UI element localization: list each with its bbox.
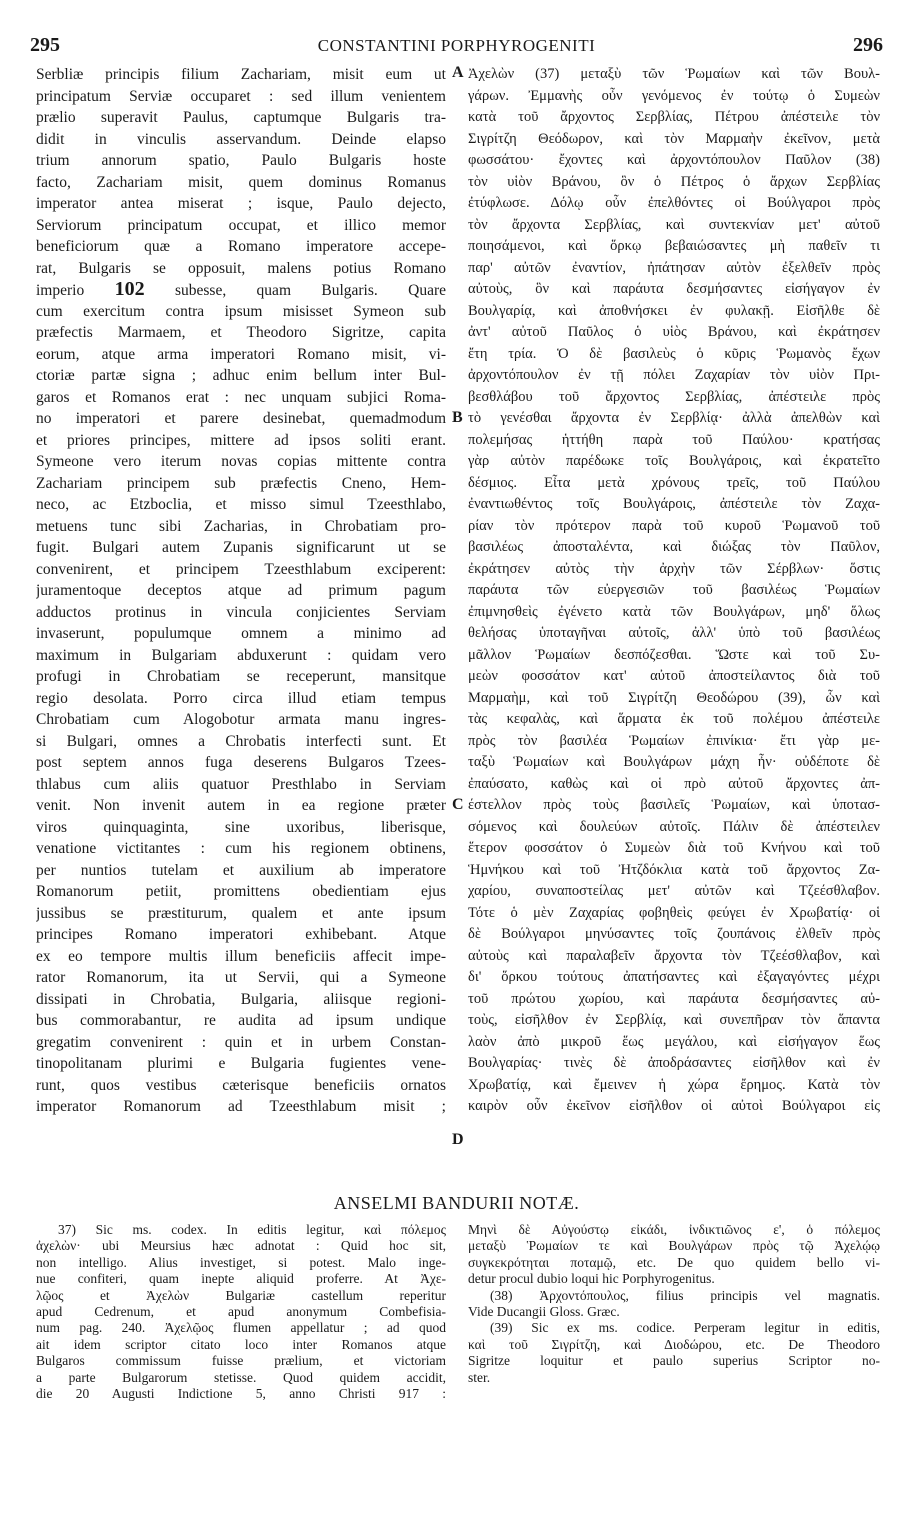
latin-text-line: beneficiorum quæ a Romano imperatore accepe- (36, 238, 446, 255)
greek-text-line: δὲ Βούλγαροι μηνύσαντες τοῖς ζουπάνοις ἐλθεῖν πρὸς (468, 926, 880, 942)
section-marker-b: B (452, 409, 463, 426)
latin-text-line: ex eo tempore multis illum beneficiis affecit impe- (36, 947, 446, 965)
latin-text-line: regio desolata. Porro circa illud etiam tempus (36, 689, 446, 707)
greek-text-line: κατὰ τοῦ ἄρχοντος Σερβλίας, Πέτρου ἀπέστειλε τὸν (468, 109, 880, 125)
note-line: detur procul dubio loqui hic Porphyrogenitus. (468, 1271, 715, 1287)
greek-text-line: δι' ὅρκου τούτους ἀπατήσαντες καὶ ἐξαγαγόντες μέχρι (468, 969, 880, 985)
notes-right-column (468, 1222, 880, 1386)
greek-text-line: καιρὸν οὖν ἐκεῖνον εἰσῆλθον οἱ αὐτοὶ Βούλγαροι εἰς (468, 1098, 880, 1114)
note-line: non intelligo. Alius investiget, si potest. Malo inge- (36, 1254, 446, 1270)
greek-text-line: ἐτύφλωσε. Δόλῳ οὖν ἐπελθόντες οἱ Βούλγαροι πρὸς (468, 195, 880, 211)
latin-text-line: ctoriæ partæ signa ; adhuc enim bellum inter Bul- (36, 367, 446, 384)
note-line: Bulgaros commissum fuisse prælium, et victoriam (36, 1353, 446, 1369)
latin-text-line: profugi in Chrobatiam se receperunt, mansitque (36, 668, 446, 685)
latin-text-line: rat, Bulgaris se opposuit, malens potius Romano (36, 259, 446, 277)
greek-text-line: ποιησάμενοι, καὶ ὅρκῳ βεβαιώσαντες μὴ παθεῖν τι (468, 238, 880, 254)
greek-text-line: Μαρμαὴμ, καὶ τοῦ Σιγρίτζη Θεοδώρου (39), ὧν καὶ (468, 689, 880, 706)
latin-text-line: no imperatori et parere desinebat, quemadmodum (36, 410, 446, 427)
greek-text-line: παρ' αὐτῶν ἐναντίον, ἠπάτησαν αὐτὸν ἐξελθεῖν πρὸς (468, 259, 880, 276)
note-line: καὶ τοῦ Σιγρίτζη, καὶ Διοδώρου, etc. De Theodoro (468, 1336, 880, 1352)
latin-text-line: principatum Serviæ occuparet : sed illum venientem (36, 87, 446, 105)
latin-text-line: principes Romano imperatori exhibebant. Atque (36, 926, 446, 943)
latin-text-line: thlabus cum aliis quatuor Presthlabo in Serviam (36, 775, 446, 793)
greek-text-line: φωσσάτου· ἔχοντες καὶ ἀρχοντόπουλον Παῦλον (38) (468, 152, 880, 168)
latin-text-line: tinopolitanam plurimi e Bulgaria fugientes vene- (36, 1055, 446, 1072)
page-header (30, 34, 883, 62)
latin-text-line: gregatim convenirent : quin et in urbem Constan- (36, 1033, 446, 1051)
greek-text-line: ἔτη τρία. Ὁ δὲ βασιλεὺς ὁ κῦρις Ῥωμανὸς ἔχων (468, 345, 880, 362)
latin-text-line: præfectis Marmaem, et Theodoro Sigritze, capita (36, 324, 446, 341)
greek-text-line: Χρωβατίᾳ, καὶ ἔμεινεν ἡ χώρα ἔρημος. Κατὰ τὸν (468, 1076, 880, 1093)
greek-text-line: τὸ γενέσθαι ἄρχοντα ἐν Σερβλίᾳ· ἀλλὰ ἀπελθὼν καὶ (468, 410, 880, 426)
greek-text-line: χαρίου, συναποστείλας μετ' αὐτῶν καὶ Τζεέσθλαβον. (468, 883, 880, 899)
greek-text-line: βασιλέως ἀποσταλέντα, καὶ διώξας τὸν Παῦλον, (468, 539, 880, 555)
note-line: ster. (468, 1369, 491, 1385)
latin-text-line: Romanorum petiit, promittens obedientiam ejus (36, 883, 446, 900)
latin-text-line: Symeone vero iterum novas copias mittente contra (36, 453, 446, 470)
greek-text-line: λαὸν ἀπὸ μικροῦ ἕως μεγάλου, καὶ εἰσήγαγον ἕως (468, 1033, 880, 1050)
note-line: συγκεκρότηται ποταμῷ, etc. De quo quidem bello vi- (468, 1254, 880, 1270)
latin-text-line: adductos protinus in vincula conjicientes Serviam (36, 603, 446, 621)
greek-text-line: τοὺς, εἰσῆλθον ἐν Σερβλίᾳ, καὶ συνεπῆραν τὸν ἅπαντα (468, 1012, 880, 1028)
greek-text-line: ἐναντιωθέντος τοῖς Βουλγάροις, ἀπέστειλε τὸν Ζαχα- (468, 496, 880, 512)
greek-text-line: πολεμήσας ἡττήθη παρὰ τοῦ Παύλου· κρατήσας (468, 431, 880, 448)
latin-text-line: trium annorum spatio, Paulo Bulgaris hoste (36, 152, 446, 169)
latin-text-line: venatione victitantes : cum his regionem obtinens, (36, 840, 446, 857)
latin-text-line: Zachariam principem sub præfectis Cneno, Hem- (36, 474, 446, 492)
greek-text-line: Ἡμνήκου καὶ τοῦ Ἠτζδόκλια κατὰ τοῦ ἄρχοντος Ζα- (468, 861, 880, 878)
greek-text-line: τὸν ἄρχοντα Σερβλίας, καὶ συντεκνίαν μετ' αὐτοῦ (468, 216, 880, 233)
latin-text-line: maximum in Bulgariam abduxerunt : quidam vero (36, 646, 446, 664)
greek-text-line: Βουλγαρίας· τινὲς δὲ ἀποδράσαντες εἰσῆλθον καὶ ἐν (468, 1055, 880, 1071)
greek-text-line: σόμενος καὶ δουλεύων αὐτοῖς. Πάλιν δὲ ἀπέστειλεν (468, 818, 880, 835)
latin-text-line: et priores principes, mittere ad ipsos soliti erant. (36, 431, 446, 449)
greek-text-line: αὐτοὺς καὶ παραλαβεῖν ἄρχοντα τὸν Τζεέσθλαβον, καὶ (468, 947, 880, 964)
greek-text-line: μεὼν φοσσάτον κατ' αὐτοῦ ἀποστείλαντος διὰ τοῦ (468, 668, 880, 684)
greek-text-line: γὰρ αὐτὸν παρέδωκε τοῖς Βουλγάροις, καὶ ἐκρατεῖτο (468, 453, 880, 469)
greek-text-line: ἕτερον φοσσάτον ὁ Συμεὼν διὰ τοῦ Κνήνου καὶ τοῦ (468, 840, 880, 856)
section-marker-c: C (452, 796, 464, 813)
greek-text-line: Τότε ὁ μὲν Ζαχαρίας φοβηθεὶς φεύγει ἐν Χρωβατίᾳ· οἱ (468, 904, 880, 921)
latin-text-line: runt, quos vestibus cæterisque beneficiis ornatos (36, 1076, 446, 1094)
note-line: 37) Sic ms. codex. In editis legitur, καὶ πόλεμος (58, 1222, 446, 1237)
note-line: apud Cedrenum, et apud anonymum Combefisia- (36, 1303, 446, 1319)
latin-text-line: Chrobatiam cum Alogobotur armata manu ingres- (36, 711, 446, 728)
greek-text-line: έστελλον πρὸς τοὺς βασιλεῖς Ῥωμαίων, καὶ ὑποτασ- (468, 797, 880, 813)
greek-text-line: αὐτοὺς, ὃν καὶ παράυτα δεσμήσαντες εἰσήγαγον ἐν (468, 281, 880, 297)
latin-text-line: invaserunt, populumque omnem a minimo ad (36, 625, 446, 642)
latin-text-line: juramentoque deceptos atque ad primum pagum (36, 582, 446, 599)
note-line: ἀχελὼν· ubi Meursius hæc adnotat : Quid hoc sit, (36, 1238, 446, 1254)
page-number-right: 296 (853, 34, 883, 56)
note-line: Vide Ducangii Gloss. Græc. (468, 1303, 620, 1319)
note-line: μεταξὺ Ῥωμαίων τε καὶ Βουλγάρων πρὸς τῷ Ἀχελῴῳ (468, 1238, 880, 1254)
note-line: ait idem scriptor citato loco inter Romanos atque (36, 1336, 446, 1352)
latin-text-line: jussibus se præstiturum, qualem et ante ipsum (36, 904, 446, 922)
greek-text-line: πρὸς τὸν βασιλέα Ῥωμαίων ἐπινίκια· ἔτι γὰρ με- (468, 732, 880, 749)
latin-text-line: convenirent, et principem Tzeesthlabum exciperent: (36, 560, 446, 578)
latin-text-line: prælio superavit Paulus, captumque Bulgaris tra- (36, 109, 446, 126)
latin-text-line: imperio 102 subesse, quam Bulgaris. Quare (36, 279, 446, 300)
greek-text-line: ρίαν τὸν πρότερον παρὰ τοῦ κυροῦ Ῥωμανοῦ τοῦ (468, 517, 880, 534)
note-line: (39) Sic ex ms. codice. Perperam legitur in editis, (490, 1320, 880, 1336)
note-line: die 20 Augusti Indictione 5, anno Christi 917 : (36, 1385, 446, 1401)
greek-text-column (468, 64, 880, 1118)
folio-number: 102 (114, 279, 145, 300)
greek-text-line: ἐκράτησεν αὐτὸς τὴν ἀρχὴν τῶν Σέρβλων· ὅστις (468, 560, 880, 577)
latin-text-line: neco, ac Etzboclia, et misso simul Tzeesthlabo, (36, 496, 446, 513)
latin-text-line: fugit. Bulgari autem Zupanis significarunt ut se (36, 539, 446, 556)
notes-left-column (36, 1222, 446, 1402)
greek-text-line: Βουλγαρίᾳ, καὶ ἀποθνήσκει ἐν φυλακῇ. Εἰσῆλθε δὲ (468, 302, 880, 319)
section-marker-a: A (452, 64, 464, 81)
greek-text-line: μᾶλλον Ῥωμαίων δεσπόζεσθαι. Ὥστε καὶ τοῦ Συ- (468, 646, 880, 663)
latin-text-line: viros quinquaginta, sine uxoribus, liberisque, (36, 818, 446, 836)
greek-text-line: γάρων. Ἐμμανὴς οὖν γενόμενος ἐν τούτῳ ὁ Συμεὼν (468, 87, 880, 104)
greek-text-line: βεσθλάβου τοῦ ἄρχοντος Σερβλίας, ἀπέστειλε πρὸς (468, 388, 880, 405)
greek-text-line: τοῦ πρώτου χωρίου, καὶ παράυτα δεσμήσαντες αὐ- (468, 990, 880, 1007)
note-line: a parte Bulgarorum stetisse. Quod quidem accidit, (36, 1369, 446, 1385)
greek-text-line: τὰς κεφαλὰς, καὶ ἅρματα ἐκ τοῦ πολέμου ἀπέστειλε (468, 711, 880, 727)
note-line: Μηνὶ δὲ Αὐγούστῳ εἰκάδι, ἰνδικτιῶνος ε', ὁ πόλεμος (468, 1222, 880, 1237)
greek-text-line: ταξὺ Ῥωμαίων καὶ Βουλγάρων μάχη ἦν· οὐδέποτε δὲ (468, 754, 880, 770)
note-line: λῷος et Ἀχελὼν Bulgariæ castellum reperitur (36, 1287, 446, 1303)
latin-text-line: dissipati in Chrobatia, Bulgaria, aliisque regioni- (36, 990, 446, 1008)
note-line: nue confiteri, quam inepte aliquid proferre. At Ἀχε- (36, 1271, 446, 1287)
latin-text-line: cum exercitum contra ipsum misisset Symeon sub (36, 302, 446, 320)
latin-text-column (36, 64, 446, 1118)
running-title: CONSTANTINI PORPHYROGENITI (317, 36, 596, 55)
latin-text-line: post septem annos fuga deserens Bulgaros Tzees- (36, 754, 446, 771)
greek-text-line: ἐπιμνησθεὶς ἐγένετο κατὰ τῶν Βουλγάρων, μηδ' ὅλως (468, 603, 880, 620)
greek-text-line: ἀρχοντόπουλον ἐν τῇ πόλει Ζαχαρίαν τὸν υἱὸν Πρι- (468, 367, 880, 383)
note-line: (38) Ἀρχοντόπουλος, filius principis vel magnatis. (490, 1287, 880, 1303)
notes-title: ANSELMI BANDURII NOTÆ. (333, 1193, 580, 1213)
greek-text-line: ἐπαύσατο, καθὼς καὶ οἱ πρὸ αὐτοῦ ἄρχοντες ἀπ- (468, 775, 880, 792)
latin-text-line: venit. Non invenit autem in ea regione præter (36, 797, 446, 814)
greek-text-line: δέσμιος. Εἶτα μετὰ χρόνους τρεῖς, τοῦ Παύλου (468, 474, 880, 491)
note-line: Sigritze loquitur et paulo superius Scriptor no- (468, 1353, 880, 1369)
latin-text-line: facto, Zachariam misit, quem dominus Romanus (36, 173, 446, 191)
greek-text-line: Ἀχελὼν (37) μεταξὺ τῶν Ῥωμαίων καὶ τῶν Βουλ- (468, 66, 880, 82)
latin-text-line: garos et Romanos erat : nec unquam subjici Roma- (36, 388, 446, 406)
page-number-left: 295 (30, 34, 60, 56)
greek-text-line: θελήσας ὑποταγῆναι αὐτοῖς, ἀλλ' ὑπὸ τοῦ βασιλέως (468, 625, 880, 641)
latin-text-line: metuens tunc sibi Zacharias, in Chrobatiam pro- (36, 517, 446, 535)
greek-text-line: Σιγρίτζη Θεόδωρον, καὶ τὸν Μαρμαὴν ἐκεῖνον, μετὰ (468, 130, 880, 147)
latin-text-line: imperator Romanorum ad Tzeesthlabum misit ; (36, 1098, 446, 1115)
latin-text-line: si Bulgari, omnes a Chrobatis interfecti sunt. Et (36, 732, 446, 750)
latin-text-line: didit in vinculis asservandum. Deinde elapso (36, 130, 446, 148)
section-marker-d: D (452, 1131, 464, 1148)
greek-text-line: παράυτα τῶν εὐεργεσιῶν τοῦ βασιλέως Ῥωμαίων (468, 582, 880, 598)
greek-text-line: ἀντ' αὐτοῦ Παῦλος ὁ υἱὸς Βράνου, καὶ ἐκράτησεν (468, 324, 880, 340)
latin-text-line: rator Romanorum, ita ut Servii, qui a Symeone (36, 969, 446, 986)
latin-text-line: eorum, atque arma imperatori Romano misit, vi- (36, 345, 446, 363)
latin-text-line: Serbliæ principis filium Zachariam, misit eum ut (36, 66, 446, 83)
latin-text-line: Serviorum principatum occupat, et illico memor (36, 216, 446, 234)
latin-text-line: per nuntios tutelam et auxilium ab imperatore (36, 861, 446, 879)
note-line: num pag. 240. Ἀχελῷος flumen appellatur ; ad quod (36, 1320, 446, 1336)
greek-text-line: τὸν υἱὸν Βράνου, ὃν ὁ Πέτρος ὁ ἄρχων Σερβλίας (468, 173, 880, 190)
latin-text-line: imperator antea miserat ; isque, Paulo dejecto, (36, 195, 446, 212)
latin-text-line: bus commorabantur, re audita ad ipsum undique (36, 1012, 446, 1029)
